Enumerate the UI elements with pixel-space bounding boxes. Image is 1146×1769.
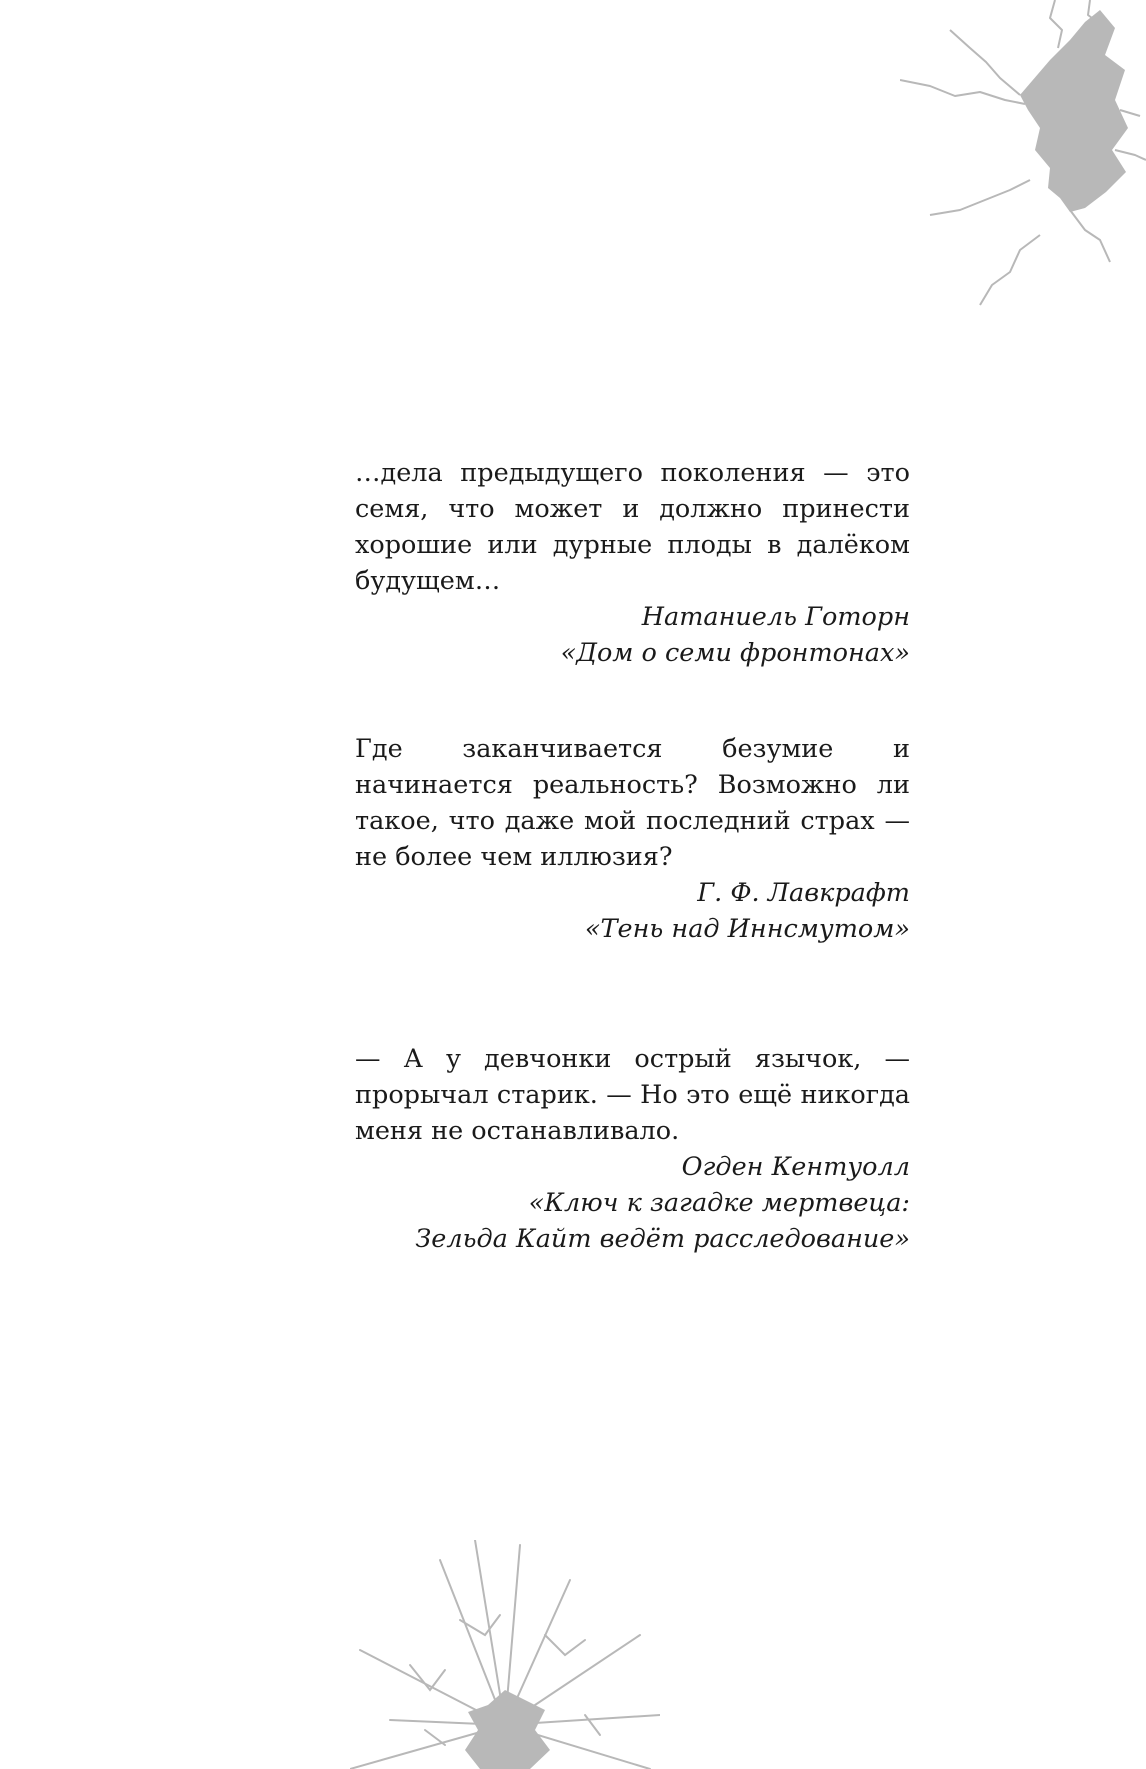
work-title-line: «Ключ к загадке мертвеца: (528, 1188, 910, 1218)
work-title-line: «Дом о семи фронтонах» (560, 638, 910, 668)
epigraph (355, 1041, 910, 1257)
work-title-line: Зельда Кайт ведёт расследование» (415, 1224, 910, 1254)
epigraph (355, 455, 910, 671)
epigraph-quote: — А у девчонки острый язычок, — прорычал старик. — Но это ещё никогда меня не останавливало. (355, 1044, 910, 1146)
epigraph-work-title (355, 911, 910, 947)
cracked-glass-corner-decoration (900, 0, 1146, 310)
epigraph-work-title (355, 1185, 910, 1257)
epigraph-author: Огден Кентуолл (681, 1152, 910, 1182)
epigraph-author: Г. Ф. Лавкрафт (697, 878, 910, 908)
epigraph-quote: Где заканчивается безумие и начинается реальность? Возможно ли такое, что даже мой последний страх — не более чем иллюзия? (355, 734, 910, 872)
epigraphs-block (355, 455, 910, 1257)
epigraph (355, 731, 910, 947)
epigraph-work-title (355, 635, 910, 671)
epigraph-author: Натаниель Готорн (641, 602, 910, 632)
work-title-line: «Тень над Иннсмутом» (584, 914, 910, 944)
epigraph-quote: …дела предыдущего поколения — это семя, что может и должно принести хорошие или дурные плоды в далёком будущем… (355, 458, 910, 596)
shattered-glass-impact-decoration (350, 1540, 660, 1769)
